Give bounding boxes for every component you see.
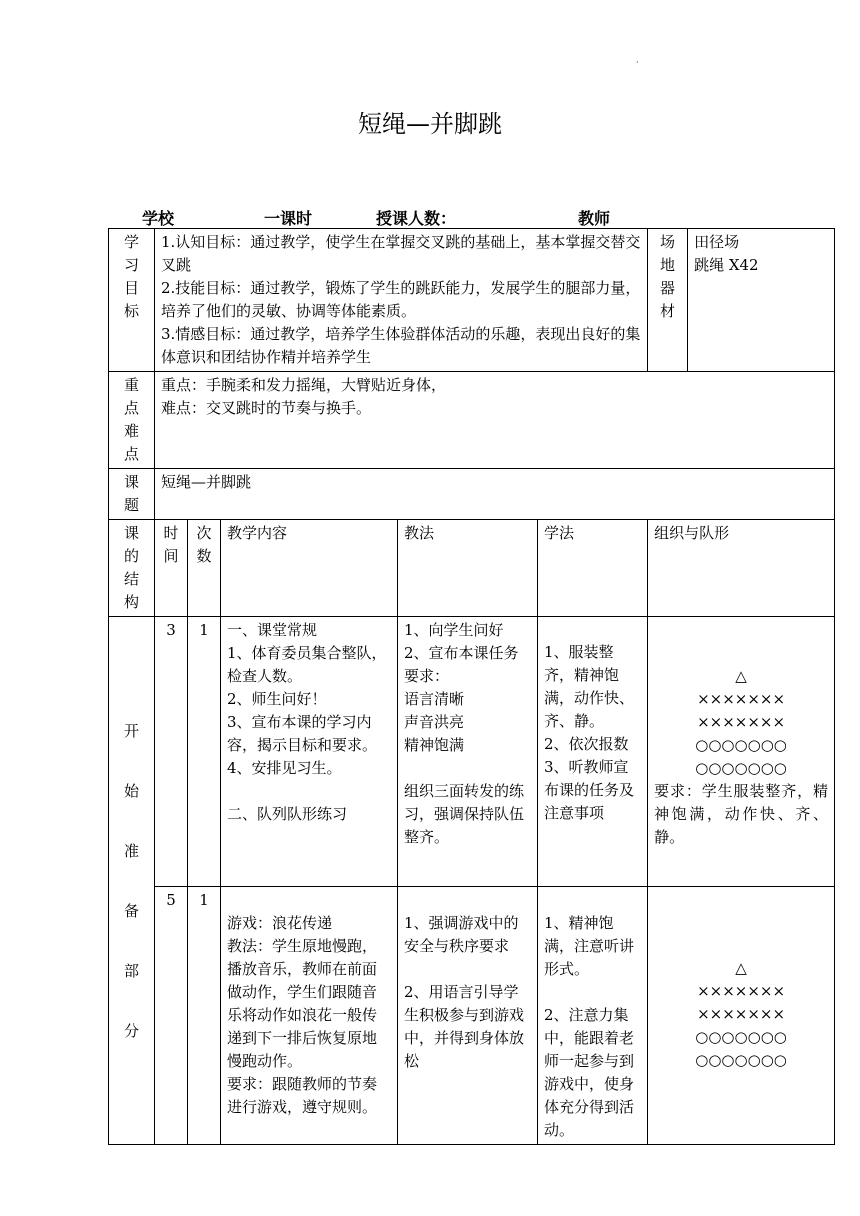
formation-diagram — [654, 665, 828, 780]
lesson-plan-table — [108, 228, 835, 1145]
topic-row — [109, 469, 835, 520]
key-points-content: 重点：手腕柔和发力摇绳，大臂贴近身体， 难点：交叉跳时的节奏与换手。 — [155, 372, 835, 469]
structure-header-row — [109, 520, 835, 617]
objective-cognitive: 1.认知目标：通过教学，使学生在掌握交叉跳的基础上，基本掌握交替交叉跳 — [161, 233, 641, 274]
teacher-label: 教师 — [578, 209, 611, 228]
method-cell: 1、向学生问好 2、宣布本课任务要求： 语言清晰 声音洪亮 精神饱满 组织三面转发的练习，强调保持队伍整齐。 — [398, 617, 538, 887]
formation-cell — [648, 617, 835, 887]
header-dot: · — [636, 58, 639, 67]
venue-label: 场 地 器 材 — [648, 229, 688, 372]
school-label: 学校 — [142, 209, 175, 228]
students-label: 授课人数： — [376, 209, 457, 228]
count-header: 次 数 — [188, 520, 221, 617]
formation-row: ○○○○○○○ — [695, 759, 787, 777]
objectives-content — [155, 229, 648, 372]
objective-emotion: 3.情感目标：通过教学，培养学生体验群体活动的乐趣，表现出良好的集体意识和团结协作精并培养学生 — [161, 325, 641, 366]
formation-row: ××××××× — [697, 1005, 786, 1023]
structure-label: 课 的 结 构 — [109, 520, 155, 617]
table-row — [109, 617, 835, 887]
topic-content: 短绳—并脚跳 — [155, 469, 835, 520]
formation-diagram — [654, 957, 828, 1072]
part-label: 开 始 准 备 部 分 — [109, 617, 155, 1145]
count-value: 1 — [188, 617, 221, 887]
learning-cell: 1、服装整齐，精神饱满，动作快、齐、静。 2、依次报数 3、听教师宣布课的任务及注意事项 — [538, 617, 648, 887]
formation-row: ××××××× — [697, 713, 786, 731]
objectives-row — [109, 229, 835, 372]
time-value: 5 — [155, 887, 188, 1145]
formation-row: ○○○○○○○ — [695, 1028, 787, 1046]
formation-row: ○○○○○○○ — [695, 1051, 787, 1069]
period-label: 一课时 — [264, 209, 313, 228]
method-header: 教法 — [398, 520, 538, 617]
objective-skill: 2.技能目标：通过教学，锻炼了学生的跳跃能力，发展学生的腿部力量，培养了他们的灵敏、协调等体能素质。 — [161, 279, 641, 320]
topic-label: 课 题 — [109, 469, 155, 520]
time-value: 3 — [155, 617, 188, 887]
formation-cell — [648, 887, 835, 1145]
venue-content: 田径场 跳绳 X42 — [688, 229, 835, 372]
time-header: 时 间 — [155, 520, 188, 617]
organization-header: 组织与队形 — [648, 520, 835, 617]
content-header: 教学内容 — [221, 520, 398, 617]
learning-cell: 1、精神饱满，注意听讲形式。 2、注意力集中，能跟着老师一起参与到游戏中，使身体充分得到活动。 — [538, 887, 648, 1145]
count-value: 1 — [188, 887, 221, 1145]
formation-row: ××××××× — [697, 690, 786, 708]
page-title: 短绳—并脚跳 — [358, 110, 502, 138]
formation-requirement: 要求：学生服装整齐，精神饱满，动作快、齐、静。 — [654, 782, 829, 846]
table-row — [109, 887, 835, 1145]
content-cell: 一、课堂常规 1、体育委员集合整队，检查人数。 2、师生问好！ 3、宣布本课的学习内容，揭示目标和要求。 4、安排见习生。 二、队列队形练习 — [221, 617, 398, 887]
learning-header: 学法 — [538, 520, 648, 617]
key-points-label: 重 点 难 点 — [109, 372, 155, 469]
formation-row: ××××××× — [697, 982, 786, 1000]
content-cell: 游戏：浪花传递 教法：学生原地慢跑，播放音乐，教师在前面做动作，学生们跟随音乐将动作如浪花一般传递到下一排后恢复原地慢跑动作。 要求：跟随教师的节奏进行游戏，遵守规则。 — [221, 887, 398, 1145]
teacher-marker: △ — [735, 667, 747, 685]
key-points-row — [109, 372, 835, 469]
formation-row: ○○○○○○○ — [695, 736, 787, 754]
objectives-label: 学 习 目 标 — [109, 229, 155, 372]
teacher-marker: △ — [735, 959, 747, 977]
method-cell: 1、强调游戏中的安全与秩序要求 2、用语言引导学生积极参与到游戏中，并得到身体放松 — [398, 887, 538, 1145]
